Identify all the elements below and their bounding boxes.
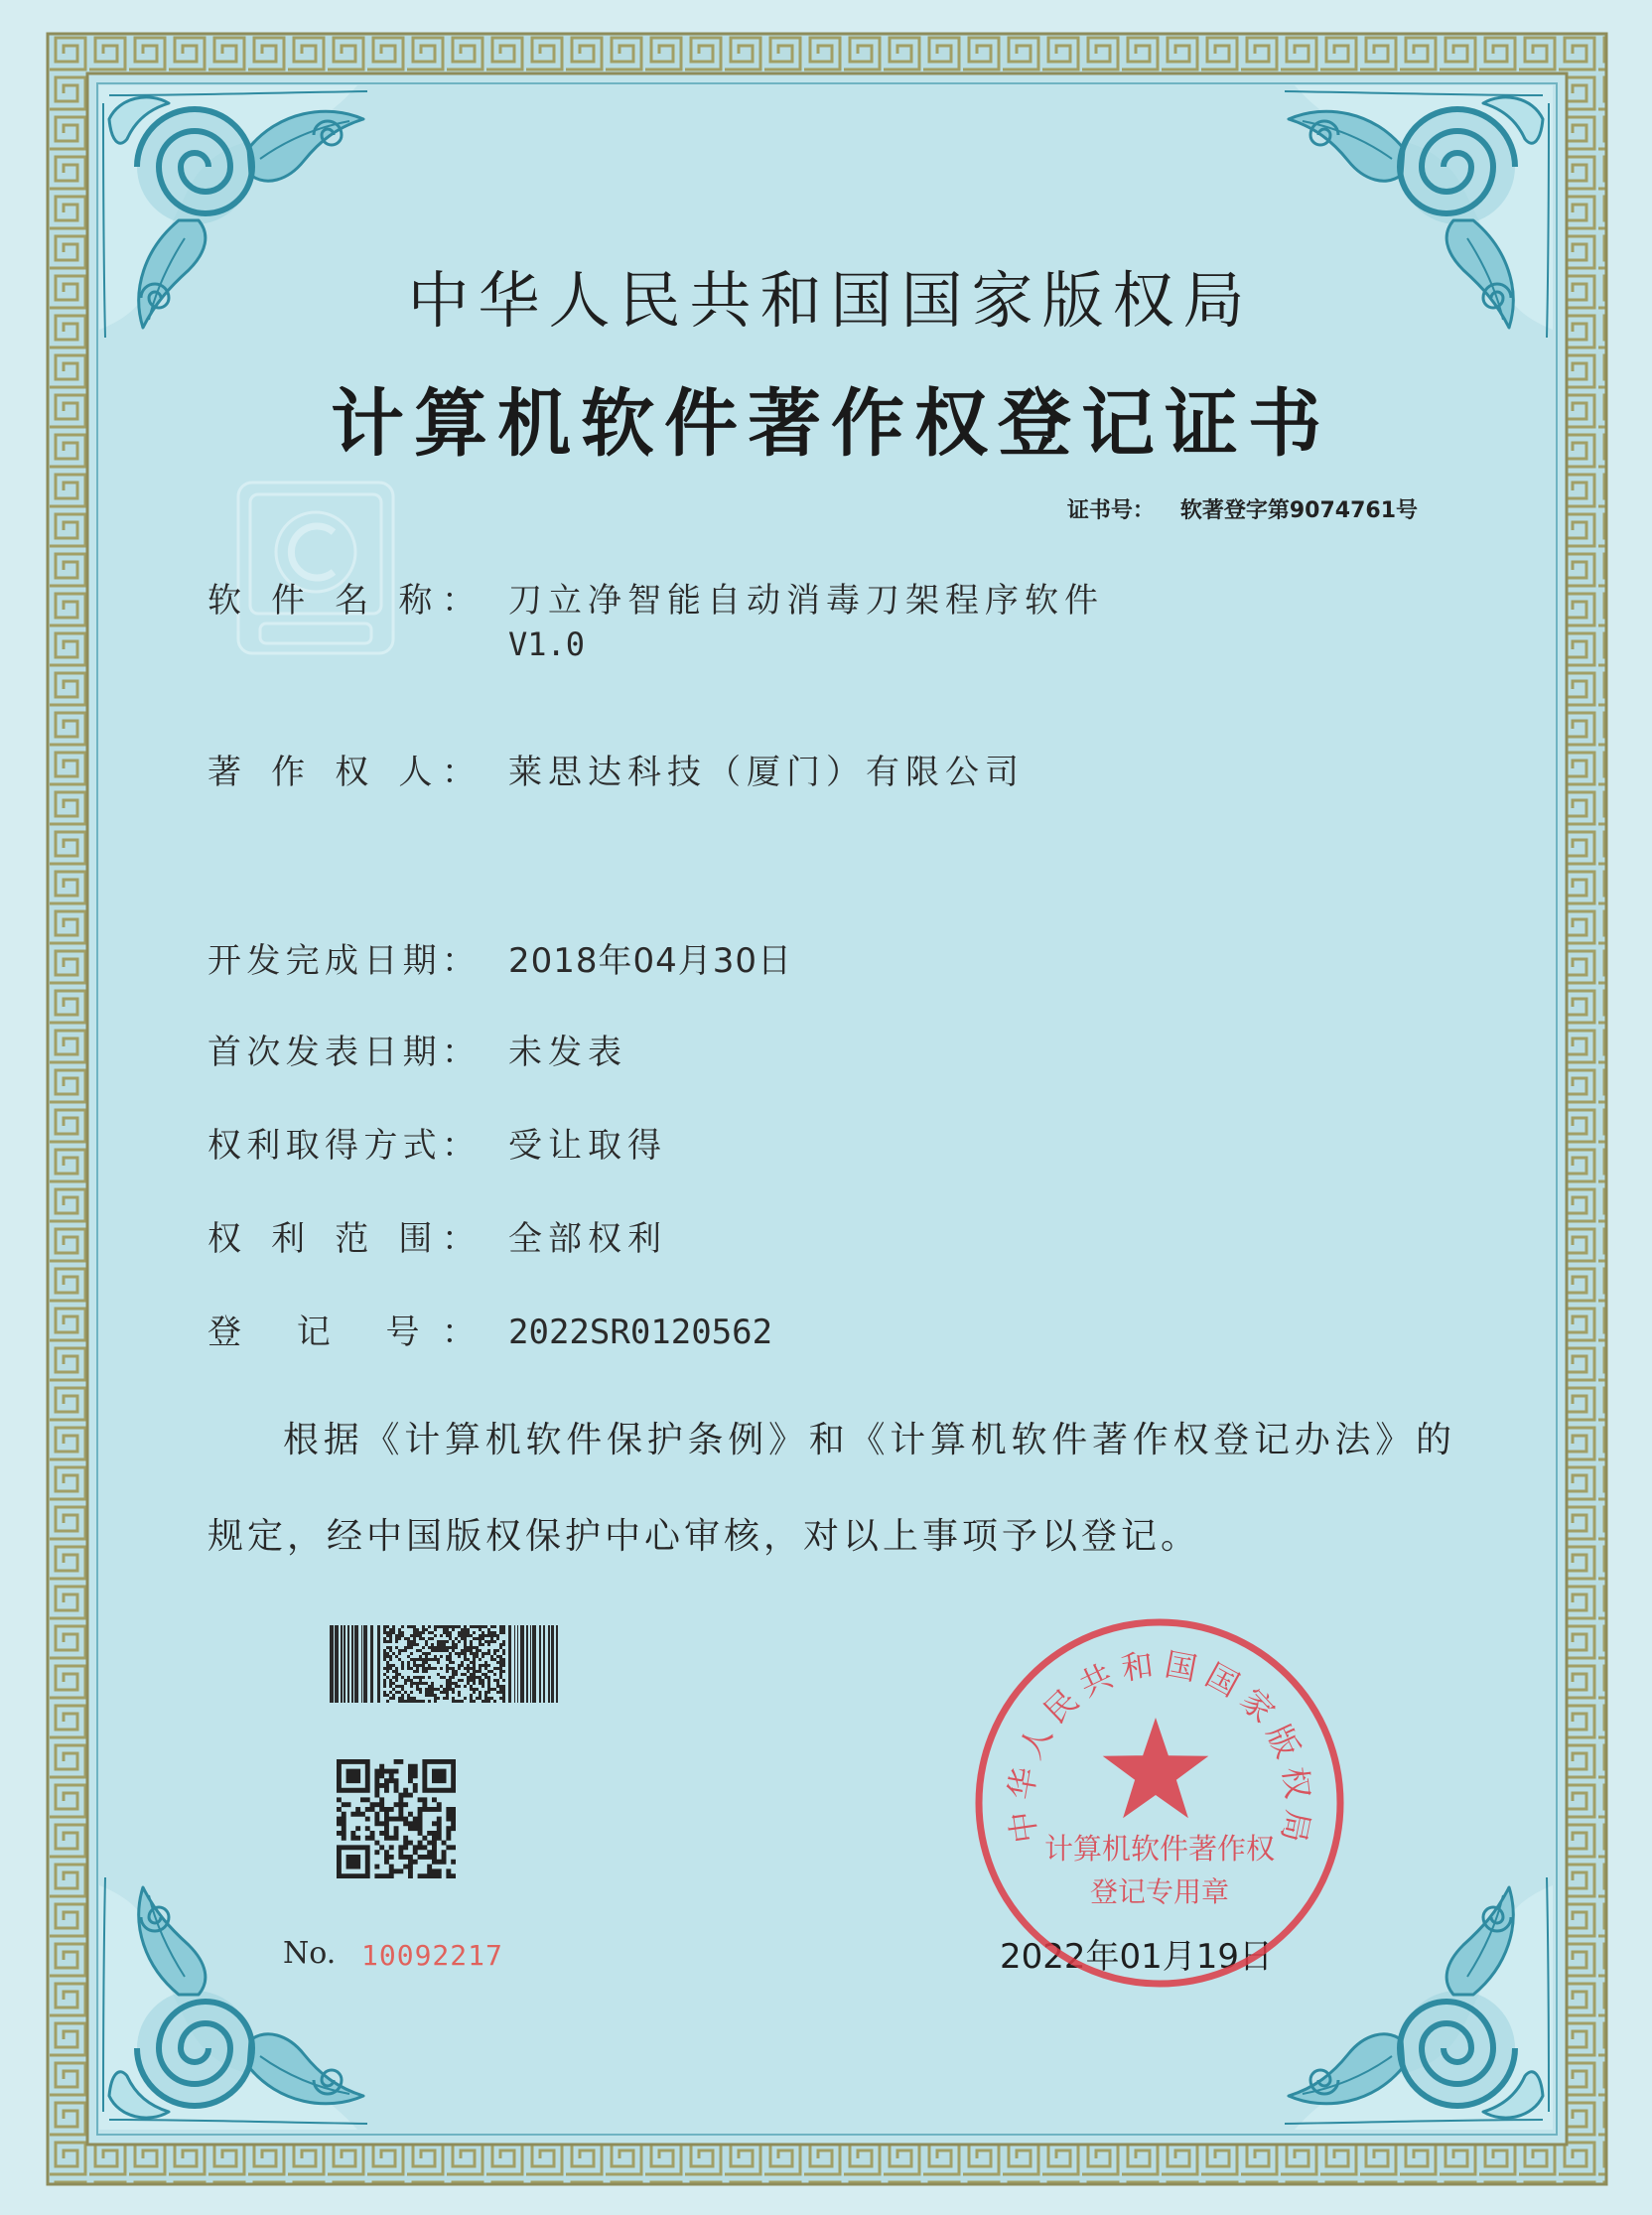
field-software-name [207,579,1104,623]
field-value: 未发表 [508,1033,627,1072]
qr-code [337,1759,456,1878]
seal-arc-text-path: 中华人民共和国国家版权局 [1001,1644,1318,1855]
serial-number-value: 10092217 [361,1939,503,1972]
barcode [330,1625,558,1703]
seal-line-2: 登记专用章 [1089,1875,1230,1908]
certificate-number [1067,496,1418,526]
field-label: 权利取得方式： [207,1126,476,1166]
serial-number-label: No. [283,1936,337,1971]
certificate-number-label: 证书号： [1066,498,1155,523]
statement-line-2: 规定，经中国版权保护中心审核，对以上事项予以登记。 [207,1516,1201,1557]
field-acquisition-method [207,1124,667,1168]
field-label: 软 件 名 称： [207,581,476,621]
field-label: 登 记 号： [207,1313,476,1352]
field-label: 首次发表日期： [207,1033,476,1072]
field-value: 2018年04月30日 [508,941,793,981]
certificate-number-value: 软著登字第9074761号 [1179,498,1418,523]
field-first-publication-date [207,1031,627,1074]
field-completion-date [207,939,792,983]
field-scope-of-rights [207,1217,667,1261]
field-copyright-owner [207,751,1025,794]
field-label: 著 作 权 人： [207,753,476,792]
field-label: 权 利 范 围： [207,1219,476,1259]
field-value: 全部权利 [508,1219,667,1259]
field-label: 开发完成日期： [207,941,476,981]
official-seal [961,1604,1358,2002]
issuer-heading: 中华人民共和国国家版权局 [407,264,1254,337]
software-version: V1.0 [508,625,586,663]
field-value: 莱思达科技（厦门）有限公司 [508,753,1025,792]
statement-line-1: 根据《计算机软件保护条例》和《计算机软件著作权登记办法》的 [283,1420,1451,1460]
field-value: 刀立净智能自动消毒刀架程序软件 [508,581,1104,621]
field-value: 2022SR0120562 [508,1313,773,1352]
issue-date: 2022年01月19日 [1000,1937,1274,1977]
seal-line-1: 计算机软件著作权 [1043,1832,1276,1866]
seal-star-icon [1103,1718,1209,1818]
certificate-title: 计算机软件著作权登记证书 [331,381,1331,467]
field-value: 受让取得 [508,1126,667,1166]
field-registration-number [207,1311,772,1354]
